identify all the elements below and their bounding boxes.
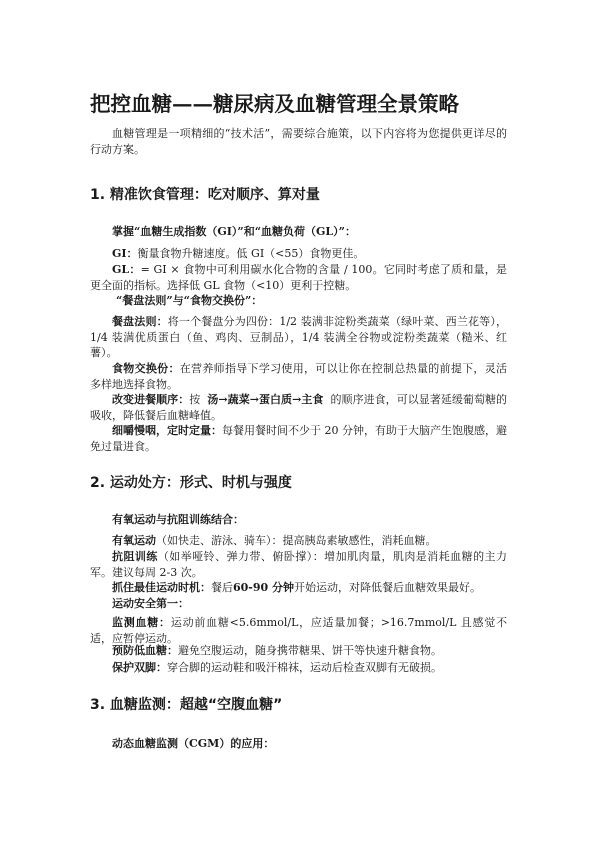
resistance-text: （如举哑铃、弹力带、俯卧撑）：增加肌肉量，肌肉是消耗血糖的主力军。建议每周 2-3 次。 bbox=[90, 550, 508, 579]
meal-order-before: 按 bbox=[189, 393, 201, 406]
exchange-text: 在营养师指导下学习使用，可以让你在控制总热量的前提下，灵活多样地选择食物。 bbox=[90, 362, 507, 391]
combo-subheading: 有氧运动与抗阻训练结合： bbox=[112, 513, 244, 526]
timing-before: 餐后 bbox=[211, 581, 233, 594]
gi-gl-subheading: 掌握“血糖生成指数（GI）”和“血糖负荷（GL）”： bbox=[112, 225, 356, 238]
resistance-paragraph bbox=[90, 549, 507, 580]
feet-label: 保护双脚： bbox=[112, 661, 167, 674]
timing-after: 开始运动，对降低餐后血糖效果最好。 bbox=[294, 581, 482, 594]
feet-text: 穿合脚的运动鞋和吸汗棉袜，运动后检查双脚有无破损。 bbox=[167, 661, 442, 674]
plate-paragraph bbox=[90, 314, 507, 361]
plate-label: 餐盘法则： bbox=[112, 315, 168, 328]
resistance-label: 抗阻训练 bbox=[112, 550, 158, 563]
section-1-heading: 1. 精准饮食管理：吃对顺序、算对量 bbox=[90, 187, 320, 203]
intro-paragraph: 血糖管理是一项精细的“技术活”，需要综合施策，以下内容将为您提供更详尽的行动方案。 bbox=[90, 127, 507, 156]
timing-label: 抓住最佳运动时机： bbox=[112, 581, 211, 594]
chew-text: 每餐用餐时间不少于 20 分钟，有助于大脑产生饱腹感，避免过量进食。 bbox=[90, 424, 507, 453]
gl-label: GL： bbox=[112, 263, 141, 276]
meal-order-paragraph bbox=[90, 392, 507, 423]
timing-paragraph bbox=[90, 580, 507, 596]
aerobic-label: 有氧运动 bbox=[112, 534, 156, 547]
timing-highlight: 60-90 分钟 bbox=[233, 581, 295, 594]
cgm-subheading: 动态血糖监测（CGM）的应用： bbox=[112, 737, 275, 750]
monitor-label: 监测血糖： bbox=[112, 616, 171, 629]
meal-order-after: 的顺序进食，可以显著延缓葡萄糖的吸收，降低餐后血糖峰值。 bbox=[90, 393, 508, 422]
hypo-text: 避免空腹运动，随身携带糖果、饼干等快速升糖食物。 bbox=[178, 644, 442, 657]
monitor-paragraph bbox=[90, 615, 507, 646]
aerobic-text: （如快走、游泳、骑车）：提高胰岛素敏感性，消耗血糖。 bbox=[156, 534, 437, 547]
gl-paragraph bbox=[90, 262, 507, 293]
page-title: 把控血糖——糖尿病及血糖管理全景策略 bbox=[90, 92, 459, 116]
hypo-label: 预防低血糖： bbox=[112, 644, 178, 657]
monitor-text: 运动前血糖<5.6mmol/L，应适量加餐；>16.7mmol/L 且感觉不适，应暂停运动。 bbox=[90, 616, 507, 645]
chew-paragraph bbox=[90, 423, 507, 454]
feet-paragraph bbox=[90, 660, 507, 676]
exchange-paragraph bbox=[90, 361, 507, 392]
exchange-label: 食物交换份： bbox=[112, 362, 180, 375]
gi-paragraph bbox=[90, 246, 507, 262]
gi-text: 衡量食物升糖速度。低 GI（<55）食物更佳。 bbox=[137, 247, 365, 260]
plate-subheading: “餐盘法则”与“食物交换份”： bbox=[116, 294, 263, 307]
aerobic-paragraph bbox=[90, 533, 507, 549]
section-3-heading: 3. 血糖监测：超越“空腹血糖” bbox=[90, 697, 283, 713]
gl-text: = GI × 食物中可利用碳水化合物的含量 / 100。它同时考虑了质和量，是更全面的指标。选择低 GL 食物（<10）更利于控糖。 bbox=[90, 263, 507, 292]
chew-label: 细嚼慢咽，定时定量： bbox=[112, 424, 222, 437]
section-2-heading: 2. 运动处方：形式、时机与强度 bbox=[90, 475, 292, 491]
meal-order-label: 改变进餐顺序： bbox=[112, 393, 190, 406]
safety-subheading: 运动安全第一： bbox=[112, 597, 189, 610]
hypo-paragraph bbox=[90, 643, 507, 659]
meal-order-sequence: 汤→蔬菜→蛋白质→主食 bbox=[207, 393, 324, 406]
gi-label: GI： bbox=[112, 247, 138, 260]
plate-text: 将一个餐盘分为四份：1/2 装满非淀粉类蔬菜（绿叶菜、西兰花等），1/4 装满优质蛋白（鱼、鸡肉、豆制品），1/4 装满全谷物或淀粉类蔬菜（糙米、红薯）。 bbox=[90, 315, 507, 359]
